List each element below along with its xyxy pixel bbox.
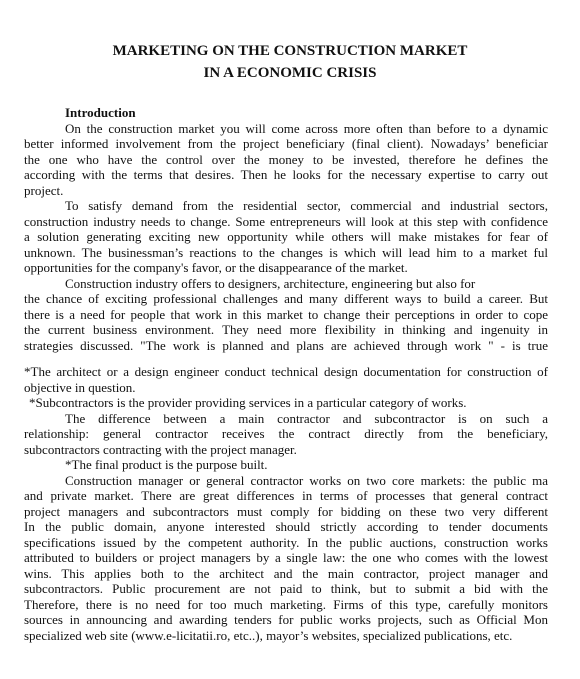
text-line: opportunities for the company's favor, or the disappearance of the market. bbox=[24, 260, 408, 275]
document-title-line-1: MARKETING ON THE CONSTRUCTION MARKET bbox=[112, 43, 468, 59]
text-line: wins. This applies both to the architect and the main contractor, project manager and bbox=[24, 565, 548, 581]
text-line: The difference between a main contractor and subcontractor is on such a bbox=[65, 410, 548, 426]
text-line: *The final product is the purpose built. bbox=[65, 457, 268, 472]
text-line: the current business environment. They need more flexibility in thinking and ingenuity in bbox=[24, 322, 548, 337]
text-line: unknown. The businessman’s reactions to the changes is which will lead him to a market ful bbox=[24, 244, 548, 260]
text-line: subcontractors. Public procurement are not paid to think, but to submit a bid with the bbox=[24, 581, 548, 596]
text-line: and private market. There are great differences in terms of processes that general contract bbox=[24, 488, 548, 503]
text-line: according with the terms that desires. Then he looks for the necessary expertise to carry out bbox=[24, 167, 548, 182]
text-line: the one who have the control over the money to be invested, therefore he defines the bbox=[24, 151, 548, 167]
text-line: Therefore, there is no need for too much marketing. Firms of this type, carefully monitors bbox=[24, 596, 548, 612]
text-line: specialized web site (www.e-licitatii.ro, etc..), mayor’s websites, specialized publications, etc. bbox=[24, 627, 513, 643]
text-line: a solution generating exciting new opportunity while others will make mistakes for fear of bbox=[24, 229, 548, 244]
text-line: On the construction market you will come across more often than before to a dynamic bbox=[65, 120, 548, 136]
text-line: *Subcontractors is the provider providing services in a particular category of works. bbox=[29, 395, 467, 410]
text-line: objective in question. bbox=[24, 379, 136, 395]
text-line: subcontractors contracting with the project manager. bbox=[24, 441, 297, 457]
text-line: there is a need for people that work in this market to change their perceptions in order to cope bbox=[24, 306, 548, 322]
introduction-section bbox=[24, 105, 548, 353]
text-line: strategies discussed. "The work is planned and plans are achieved through work " - is true bbox=[24, 337, 548, 353]
text-line: the chance of exciting professional challenges and many different ways to build a career. But bbox=[24, 291, 548, 306]
text-line: construction industry needs to change. Some entrepreneurs will look at this step with confidence bbox=[24, 213, 548, 229]
text-line: specifications issued by the competent authority. In the public auctions, construction works bbox=[24, 534, 548, 550]
text-line: *The architect or a design engineer conduct technical design documentation for construction of bbox=[24, 364, 548, 379]
section-heading: Introduction bbox=[65, 105, 136, 120]
text-line: relationship: general contractor receives the contract directly from the beneficiary, bbox=[24, 426, 548, 441]
text-line: attributed to builders or project managers by a single law: the one who comes with the lowest bbox=[24, 550, 548, 565]
text-line: sources in announcing and awarding tenders for public works projects, such as Official Mon bbox=[24, 612, 548, 627]
document-title-line-2: IN A ECONOMIC CRISIS bbox=[203, 65, 377, 81]
text-line: project managers and subcontractors must comply for bidding on these two very different bbox=[24, 503, 548, 519]
text-line: better informed involvement from the project beneficiary (final client). Nowadays’ beneficiar bbox=[24, 136, 548, 151]
text-line: Construction manager or general contractor works on two core markets: the public ma bbox=[65, 472, 548, 488]
text-line: To satisfy demand from the residential sector, commercial and industrial sectors, bbox=[65, 198, 548, 213]
text-line: In the public domain, anyone interested should strictly according to tender documents bbox=[24, 519, 548, 534]
text-line: project. bbox=[24, 182, 64, 198]
text-line: Construction industry offers to designers, architecture, engineering but also for bbox=[65, 275, 476, 291]
roles-section bbox=[24, 364, 548, 643]
